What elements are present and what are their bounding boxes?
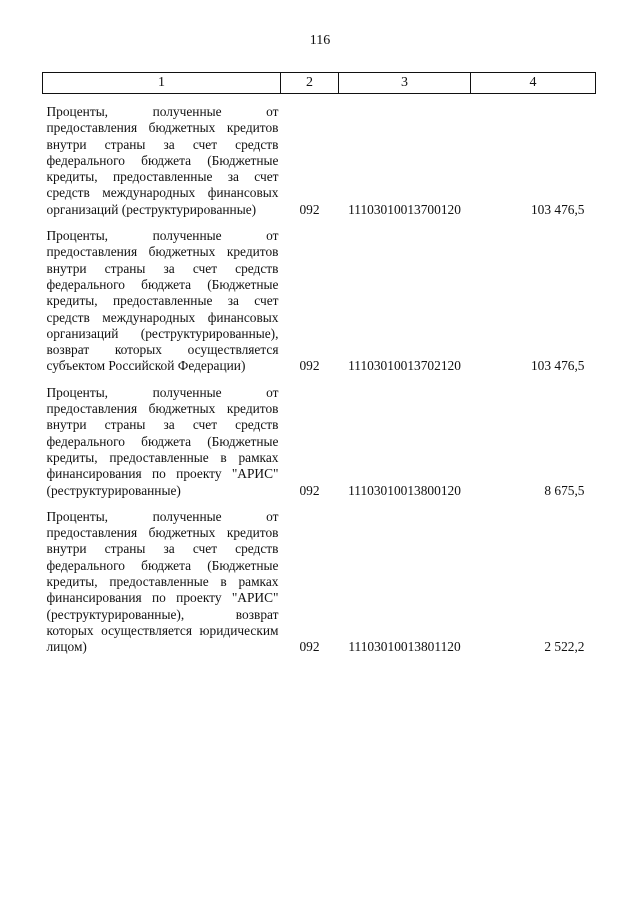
column-header-3: 3 <box>339 73 471 94</box>
row-description: Проценты, полученные от предоставления бюджетных кредитов внутри страны за счет средств федерального бюджета (Бюджетные кредиты, предоставленные в рамках финансирования по проекту "АРИС" (реструктурированные) <box>46 384 279 498</box>
row-description-cell <box>43 375 281 499</box>
row-amount: 103 476,5 <box>530 201 585 217</box>
row-description-cell <box>43 218 281 375</box>
row-budget-code: 11103010013700120 <box>348 201 461 217</box>
column-header-2: 2 <box>281 73 339 94</box>
row-admin-code: 092 <box>299 482 320 498</box>
table-header-row <box>43 73 596 94</box>
row-amount: 8 675,5 <box>544 482 585 498</box>
row-amount: 2 522,2 <box>544 639 585 655</box>
row-budget-code: 11103010013800120 <box>348 482 461 498</box>
row-budget-code: 11103010013801120 <box>348 639 461 655</box>
column-header-4: 4 <box>471 73 596 94</box>
row-description: Проценты, полученные от предоставления бюджетных кредитов внутри страны за счет средств федерального бюджета (Бюджетные кредиты, предоставленные в рамках финансирования по проекту "АРИС" (реструктурированные), возврат которых осуществляется юридическим лицом) <box>46 508 279 655</box>
column-header-1: 1 <box>43 73 281 94</box>
budget-revenue-table <box>42 72 596 656</box>
row-admin-code: 092 <box>299 358 320 374</box>
table-row <box>43 218 596 375</box>
row-admin-code: 092 <box>299 639 320 655</box>
row-description: Проценты, полученные от предоставления бюджетных кредитов внутри страны за счет средств федерального бюджета (Бюджетные кредиты, предоставленные за счет средств международных финансовых организаций (реструктурированные), возврат которых осуществляется субъектом Российской Федерации) <box>46 228 279 374</box>
table-row <box>43 94 596 219</box>
row-description-cell <box>43 499 281 656</box>
row-budget-code: 11103010013702120 <box>348 358 461 374</box>
table-row <box>43 375 596 499</box>
table-row <box>43 499 596 656</box>
row-description: Проценты, полученные от предоставления бюджетных кредитов внутри страны за счет средств федерального бюджета (Бюджетные кредиты, предоставленные за счет средств международных финансовых организаций (реструктурированные) <box>46 104 279 217</box>
row-amount: 103 476,5 <box>530 358 585 374</box>
row-description-cell <box>43 94 281 219</box>
page-number: 116 <box>309 33 331 48</box>
row-admin-code: 092 <box>299 201 320 217</box>
